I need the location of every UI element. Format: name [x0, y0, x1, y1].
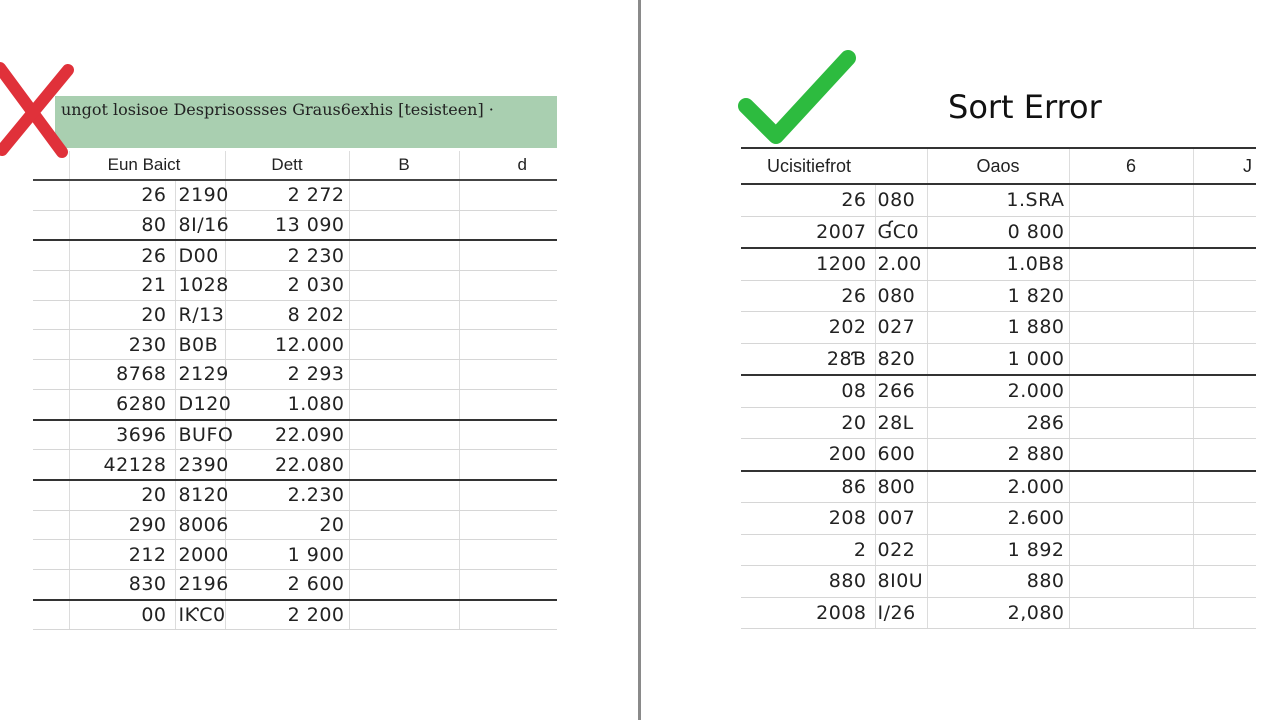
empty-cell[interactable] — [1069, 407, 1193, 439]
cell-b[interactable]: 2196 — [175, 569, 225, 599]
table-row — [741, 216, 1256, 248]
row-gutter-cell[interactable] — [33, 210, 69, 240]
empty-cell[interactable] — [459, 210, 557, 240]
cell-b[interactable]: R/13 — [175, 300, 225, 330]
table-row — [741, 534, 1256, 566]
cell-c[interactable]: 880 — [927, 566, 1069, 598]
empty-cell[interactable] — [349, 389, 459, 419]
row-gutter-header — [33, 151, 69, 180]
empty-cell[interactable] — [349, 480, 459, 510]
cell-c[interactable]: 2 880 — [927, 439, 1069, 471]
empty-cell[interactable] — [1193, 184, 1256, 216]
cell-b[interactable]: 266 — [875, 375, 927, 407]
table-row — [33, 569, 557, 599]
cell-c[interactable]: 2.000 — [927, 375, 1069, 407]
empty-cell[interactable] — [1069, 184, 1193, 216]
left-spreadsheet — [33, 151, 557, 630]
panel-divider — [638, 0, 641, 720]
cell-a[interactable]: 230 — [69, 330, 175, 360]
empty-cell[interactable] — [349, 420, 459, 450]
cell-b[interactable]: 2.00 — [875, 248, 927, 280]
cell-b[interactable]: 28L — [875, 407, 927, 439]
empty-cell[interactable] — [1069, 597, 1193, 629]
cell-a[interactable]: 880 — [741, 566, 875, 598]
cell-b[interactable]: D00 — [175, 240, 225, 270]
cell-a[interactable]: 00 — [69, 600, 175, 630]
cell-c[interactable]: 1 000 — [927, 343, 1069, 375]
cell-b[interactable]: 2000 — [175, 540, 225, 570]
cell-a[interactable]: 80 — [69, 210, 175, 240]
cell-a[interactable]: 08 — [741, 375, 875, 407]
empty-cell[interactable] — [459, 271, 557, 301]
row-gutter-cell[interactable] — [33, 330, 69, 360]
table-row — [741, 312, 1256, 344]
cell-c[interactable]: 22.080 — [225, 450, 349, 480]
empty-cell[interactable] — [459, 420, 557, 450]
table-row — [33, 330, 557, 360]
cell-b[interactable]: I/26 — [875, 597, 927, 629]
cell-a[interactable]: 200 — [741, 439, 875, 471]
empty-cell[interactable] — [459, 300, 557, 330]
table-row — [33, 480, 557, 510]
cell-b[interactable]: BUFO — [175, 420, 225, 450]
column-header[interactable]: d — [459, 151, 557, 180]
cell-b[interactable]: 800 — [875, 471, 927, 503]
cell-a[interactable]: 20 — [741, 407, 875, 439]
cross-icon — [0, 60, 82, 160]
empty-cell[interactable] — [1069, 280, 1193, 312]
row-gutter-cell[interactable] — [33, 240, 69, 270]
cell-c[interactable]: 22.090 — [225, 420, 349, 450]
cell-b[interactable]: 820 — [875, 343, 927, 375]
cell-b[interactable]: 8I/16 — [175, 210, 225, 240]
cell-a[interactable]: 2007 — [741, 216, 875, 248]
table-row — [33, 510, 557, 540]
empty-cell[interactable] — [349, 450, 459, 480]
cell-b[interactable]: 080 — [875, 184, 927, 216]
empty-cell[interactable] — [349, 510, 459, 540]
empty-cell[interactable] — [1069, 312, 1193, 344]
cell-a[interactable]: 86 — [741, 471, 875, 503]
cell-b[interactable]: 8120 — [175, 480, 225, 510]
empty-cell[interactable] — [459, 569, 557, 599]
empty-cell[interactable] — [349, 360, 459, 390]
empty-cell[interactable] — [1193, 566, 1256, 598]
cell-a[interactable]: 26 — [69, 180, 175, 210]
cell-a[interactable]: 20 — [69, 300, 175, 330]
table-row — [741, 343, 1256, 375]
row-gutter-cell[interactable] — [33, 300, 69, 330]
cell-c[interactable]: 2.000 — [927, 471, 1069, 503]
cell-a[interactable]: 202 — [741, 312, 875, 344]
empty-cell[interactable] — [459, 480, 557, 510]
cell-c[interactable]: 1 820 — [927, 280, 1069, 312]
table-row — [741, 375, 1256, 407]
table-row — [33, 420, 557, 450]
cell-c[interactable]: 2 030 — [225, 271, 349, 301]
table-row — [33, 450, 557, 480]
empty-cell[interactable] — [1193, 503, 1256, 535]
row-gutter-cell[interactable] — [33, 510, 69, 540]
cell-a[interactable]: 26 — [741, 280, 875, 312]
cell-c[interactable]: 1 892 — [927, 534, 1069, 566]
cell-a[interactable]: 26 — [741, 184, 875, 216]
row-gutter-cell[interactable] — [33, 480, 69, 510]
column-header[interactable]: Ucisitiefrot — [741, 148, 927, 184]
cell-b[interactable]: 2190 — [175, 180, 225, 210]
cell-a[interactable]: 28Ɓ — [741, 343, 875, 375]
right-spreadsheet — [741, 147, 1256, 629]
cell-b[interactable]: IƘC0 — [175, 600, 225, 630]
cell-c[interactable]: 8 202 — [225, 300, 349, 330]
cell-a[interactable]: 830 — [69, 569, 175, 599]
cell-b[interactable]: ƓC0 — [875, 216, 927, 248]
empty-cell[interactable] — [459, 540, 557, 570]
header-row — [741, 148, 1256, 184]
empty-cell[interactable] — [349, 210, 459, 240]
empty-cell[interactable] — [349, 600, 459, 630]
empty-cell[interactable] — [1069, 566, 1193, 598]
empty-cell[interactable] — [1069, 503, 1193, 535]
page-title: Sort Error — [948, 88, 1102, 126]
empty-cell[interactable] — [459, 330, 557, 360]
empty-cell[interactable] — [1069, 248, 1193, 280]
cell-a[interactable]: 212 — [69, 540, 175, 570]
table-row — [741, 439, 1256, 471]
empty-cell[interactable] — [1193, 597, 1256, 629]
empty-cell[interactable] — [1193, 312, 1256, 344]
cell-b[interactable]: 2390 — [175, 450, 225, 480]
empty-cell[interactable] — [349, 330, 459, 360]
empty-cell[interactable] — [1193, 534, 1256, 566]
cell-a[interactable]: 20 — [69, 480, 175, 510]
empty-cell[interactable] — [1069, 471, 1193, 503]
row-gutter-cell[interactable] — [33, 360, 69, 390]
empty-cell[interactable] — [1193, 439, 1256, 471]
table-row — [33, 180, 557, 210]
table-row — [33, 271, 557, 301]
cell-c[interactable]: 12.000 — [225, 330, 349, 360]
cell-c[interactable]: 286 — [927, 407, 1069, 439]
cell-b[interactable]: 022 — [875, 534, 927, 566]
cell-c[interactable]: 2 293 — [225, 360, 349, 390]
table-row — [741, 597, 1256, 629]
table-row — [33, 210, 557, 240]
cell-a[interactable]: 2008 — [741, 597, 875, 629]
cell-c[interactable]: 1.080 — [225, 389, 349, 419]
empty-cell[interactable] — [1069, 439, 1193, 471]
cell-c[interactable]: 20 — [225, 510, 349, 540]
table-row — [741, 280, 1256, 312]
cell-b[interactable]: 027 — [875, 312, 927, 344]
row-gutter-cell[interactable] — [33, 540, 69, 570]
empty-cell[interactable] — [1193, 343, 1256, 375]
column-header[interactable]: 6 — [1069, 148, 1193, 184]
row-gutter-cell[interactable] — [33, 180, 69, 210]
cell-c[interactable]: 2.600 — [927, 503, 1069, 535]
empty-cell[interactable] — [1193, 471, 1256, 503]
empty-cell[interactable] — [1193, 248, 1256, 280]
cell-c[interactable]: 2,080 — [927, 597, 1069, 629]
empty-cell[interactable] — [459, 450, 557, 480]
empty-cell[interactable] — [349, 240, 459, 270]
table-row — [33, 240, 557, 270]
row-gutter-cell[interactable] — [33, 271, 69, 301]
column-header[interactable]: Dett — [225, 151, 349, 180]
empty-cell[interactable] — [1069, 343, 1193, 375]
column-header[interactable]: Oaos — [927, 148, 1069, 184]
cell-b[interactable]: 600 — [875, 439, 927, 471]
table-row — [33, 360, 557, 390]
cell-a[interactable]: 208 — [741, 503, 875, 535]
cell-c[interactable]: 2 230 — [225, 240, 349, 270]
table-row — [33, 300, 557, 330]
cell-c[interactable]: 2 200 — [225, 600, 349, 630]
empty-cell[interactable] — [349, 180, 459, 210]
empty-cell[interactable] — [459, 360, 557, 390]
column-header[interactable]: Eun Baict — [69, 151, 225, 180]
empty-cell[interactable] — [459, 180, 557, 210]
empty-cell[interactable] — [459, 389, 557, 419]
empty-cell[interactable] — [349, 300, 459, 330]
empty-cell[interactable] — [1193, 375, 1256, 407]
cell-a[interactable]: 1200 — [741, 248, 875, 280]
cell-a[interactable]: 290 — [69, 510, 175, 540]
cell-a[interactable]: 2 — [741, 534, 875, 566]
table-row — [741, 566, 1256, 598]
cell-b[interactable]: 1028 — [175, 271, 225, 301]
cell-b[interactable]: 007 — [875, 503, 927, 535]
empty-cell[interactable] — [349, 271, 459, 301]
cell-c[interactable]: 2.230 — [225, 480, 349, 510]
cell-a[interactable]: 3696 — [69, 420, 175, 450]
table-row — [741, 503, 1256, 535]
cell-c[interactable]: 1.SRA — [927, 184, 1069, 216]
empty-cell[interactable] — [1069, 216, 1193, 248]
empty-cell[interactable] — [459, 600, 557, 630]
empty-cell[interactable] — [459, 240, 557, 270]
cell-b[interactable]: 8I0U — [875, 566, 927, 598]
cell-c[interactable]: 1.0B8 — [927, 248, 1069, 280]
table-row — [741, 248, 1256, 280]
cell-b[interactable]: 2129 — [175, 360, 225, 390]
column-header[interactable]: B — [349, 151, 459, 180]
table-row — [33, 540, 557, 570]
empty-cell[interactable] — [349, 540, 459, 570]
cell-c[interactable]: 0 800 — [927, 216, 1069, 248]
cell-b[interactable]: B0B — [175, 330, 225, 360]
table-row — [741, 407, 1256, 439]
cell-a[interactable]: 21 — [69, 271, 175, 301]
empty-cell[interactable] — [1193, 407, 1256, 439]
row-gutter-cell[interactable] — [33, 389, 69, 419]
cell-b[interactable]: D120 — [175, 389, 225, 419]
empty-cell[interactable] — [1069, 375, 1193, 407]
column-header[interactable]: J — [1193, 148, 1256, 184]
table-row — [741, 184, 1256, 216]
row-gutter-cell[interactable] — [33, 600, 69, 630]
table-row — [741, 471, 1256, 503]
empty-cell[interactable] — [1193, 280, 1256, 312]
empty-cell[interactable] — [349, 569, 459, 599]
cell-c[interactable]: 1 900 — [225, 540, 349, 570]
row-gutter-cell[interactable] — [33, 450, 69, 480]
cell-b[interactable]: 8006 — [175, 510, 225, 540]
row-gutter-cell[interactable] — [33, 420, 69, 450]
cell-c[interactable]: 13 090 — [225, 210, 349, 240]
checkmark-icon — [736, 48, 858, 148]
cell-c[interactable]: 2 272 — [225, 180, 349, 210]
table-row — [33, 600, 557, 630]
empty-cell[interactable] — [459, 510, 557, 540]
cell-a[interactable]: 42128 — [69, 450, 175, 480]
cell-b[interactable]: 080 — [875, 280, 927, 312]
empty-cell[interactable] — [1069, 534, 1193, 566]
cell-a[interactable]: 8768 — [69, 360, 175, 390]
cell-c[interactable]: 1 880 — [927, 312, 1069, 344]
cell-c[interactable]: 2 600 — [225, 569, 349, 599]
left-header-banner: ungot losisoe Desprisossses Graus6exhis [tesisteen] · — [55, 96, 557, 148]
cell-a[interactable]: 6280 — [69, 389, 175, 419]
empty-cell[interactable] — [1193, 216, 1256, 248]
header-row — [33, 151, 557, 180]
cell-a[interactable]: 26 — [69, 240, 175, 270]
table-row — [33, 389, 557, 419]
row-gutter-cell[interactable] — [33, 569, 69, 599]
